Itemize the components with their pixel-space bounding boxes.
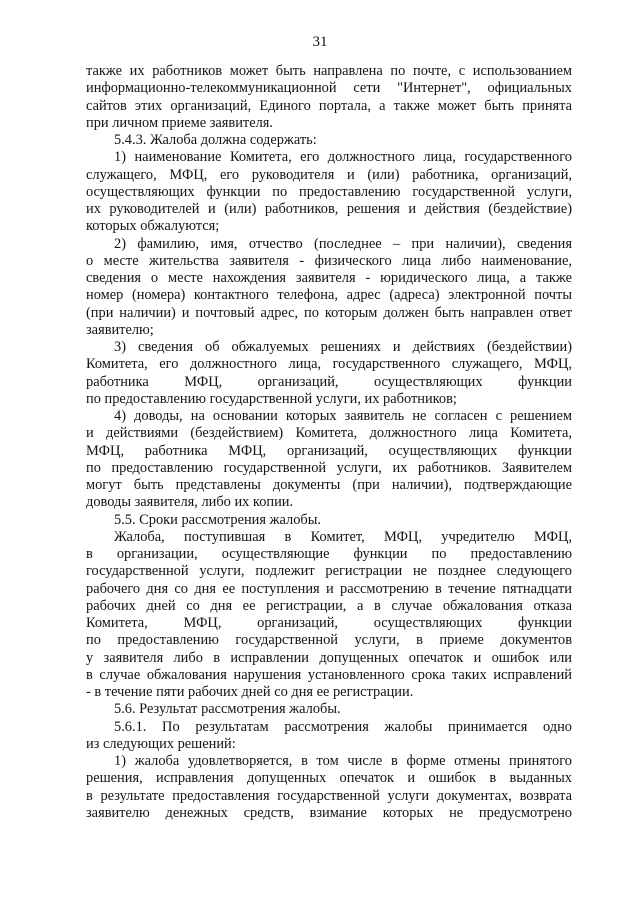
text-line: 5.6.1. По результатам рассмотрения жалобы принимается одно: [114, 718, 572, 735]
text-line: заявителю;: [86, 321, 154, 338]
text-line: служащего, МФЦ, его руководителя и (или) работника, организаций,: [86, 166, 572, 183]
text-line: Жалоба, поступившая в Комитет, МФЦ, учредителю МФЦ,: [114, 528, 572, 545]
page-number: 31: [312, 34, 328, 50]
text-line: МФЦ, работника МФЦ, организаций, осуществляющих функции: [86, 442, 572, 459]
text-line: государственной услуги, подлежит регистрации не позднее следующего: [86, 563, 572, 580]
text-line: по предоставлению государственной услуги, их работников. Заявителем: [86, 459, 572, 476]
text-line: Комитета, МФЦ, организаций, осуществляющих функции: [86, 615, 572, 631]
text-line: заявителю денежных средств, взимание которых не предусмотрено: [86, 804, 572, 821]
text-line: 4) доводы, на основании которых заявитель не согласен с решением: [114, 408, 572, 424]
text-line: которых обжалуются;: [86, 218, 220, 235]
text-line: решения, исправления допущенных опечаток и ошибок в выданных: [86, 770, 572, 787]
text-line: в результате предоставления государственной услуги документах, возврата: [86, 787, 572, 804]
text-line: могут быть представлены документы (при наличии), подтверждающие: [86, 477, 572, 493]
text-line: 5.5. Сроки рассмотрения жалобы.: [114, 511, 322, 528]
text-line: у заявителя либо в исправлении допущенных опечаток и ошибок или: [86, 649, 572, 666]
text-line: в случае обжалования нарушения установленного срока таких исправлений: [86, 666, 572, 683]
text-line: рабочих дней со дня ее регистрации, а в случае обжалования отказа: [86, 597, 572, 614]
text-line: сведения о месте нахождения заявителя - юридического лица, а также: [86, 270, 572, 286]
text-line: в организации, осуществляющие функции по предоставлению: [86, 546, 572, 562]
text-line: работника МФЦ, организаций, осуществляющих функции: [86, 373, 572, 390]
text-line: Комитета, его должностного лица, государственного служащего, МФЦ,: [86, 356, 572, 373]
text-line: доводы заявителя, либо их копии.: [86, 494, 294, 511]
text-line: 5.4.3. Жалоба должна содержать:: [114, 132, 317, 148]
text-line: 2) фамилию, имя, отчество (последнее – при наличии), сведения: [114, 235, 572, 252]
text-line: информационно-телекоммуникационной сети "Интернет", официальных: [86, 80, 572, 97]
text-line: (при наличии) и почтовый адрес, по которым должен быть направлен ответ: [86, 304, 572, 321]
text-line: 1) наименование Комитета, его должностного лица, государственного: [114, 149, 572, 166]
text-line: осуществляющих функции по предоставлению государственной услуги,: [86, 183, 572, 200]
text-line: номер (номера) контактного телефона, адрес (адреса) электронной почты: [86, 287, 572, 304]
document-body: [86, 63, 572, 822]
text-line: их руководителей и (или) работников, решения и действия (бездействие): [86, 201, 572, 217]
text-line: по предоставлению государственной услуги, в приеме документов: [86, 632, 572, 649]
text-line: также их работников может быть направлена по почте, с использованием: [86, 63, 572, 79]
text-line: о месте жительства заявителя - физического лица либо наименование,: [86, 252, 572, 269]
text-line: 3) сведения об обжалуемых решениях и действиях (бездействии): [114, 339, 572, 355]
text-line: рабочего дня со дня ее поступления и рассмотрению в течение пятнадцати: [86, 580, 572, 597]
text-line: при личном приеме заявителя.: [86, 114, 273, 131]
text-line: сайтов этих организаций, Единого портала, а также может быть принята: [86, 97, 572, 114]
text-line: из следующих решений:: [86, 735, 236, 752]
text-line: 1) жалоба удовлетворяется, в том числе в форме отмены принятого: [114, 753, 572, 769]
text-line: по предоставлению государственной услуги, их работников;: [86, 390, 457, 407]
text-line: 5.6. Результат рассмотрения жалобы.: [114, 701, 341, 718]
text-line: - в течение пяти рабочих дней со дня ее регистрации.: [86, 684, 414, 700]
text-line: и действиями (бездействием) Комитета, должностного лица Комитета,: [86, 425, 572, 442]
